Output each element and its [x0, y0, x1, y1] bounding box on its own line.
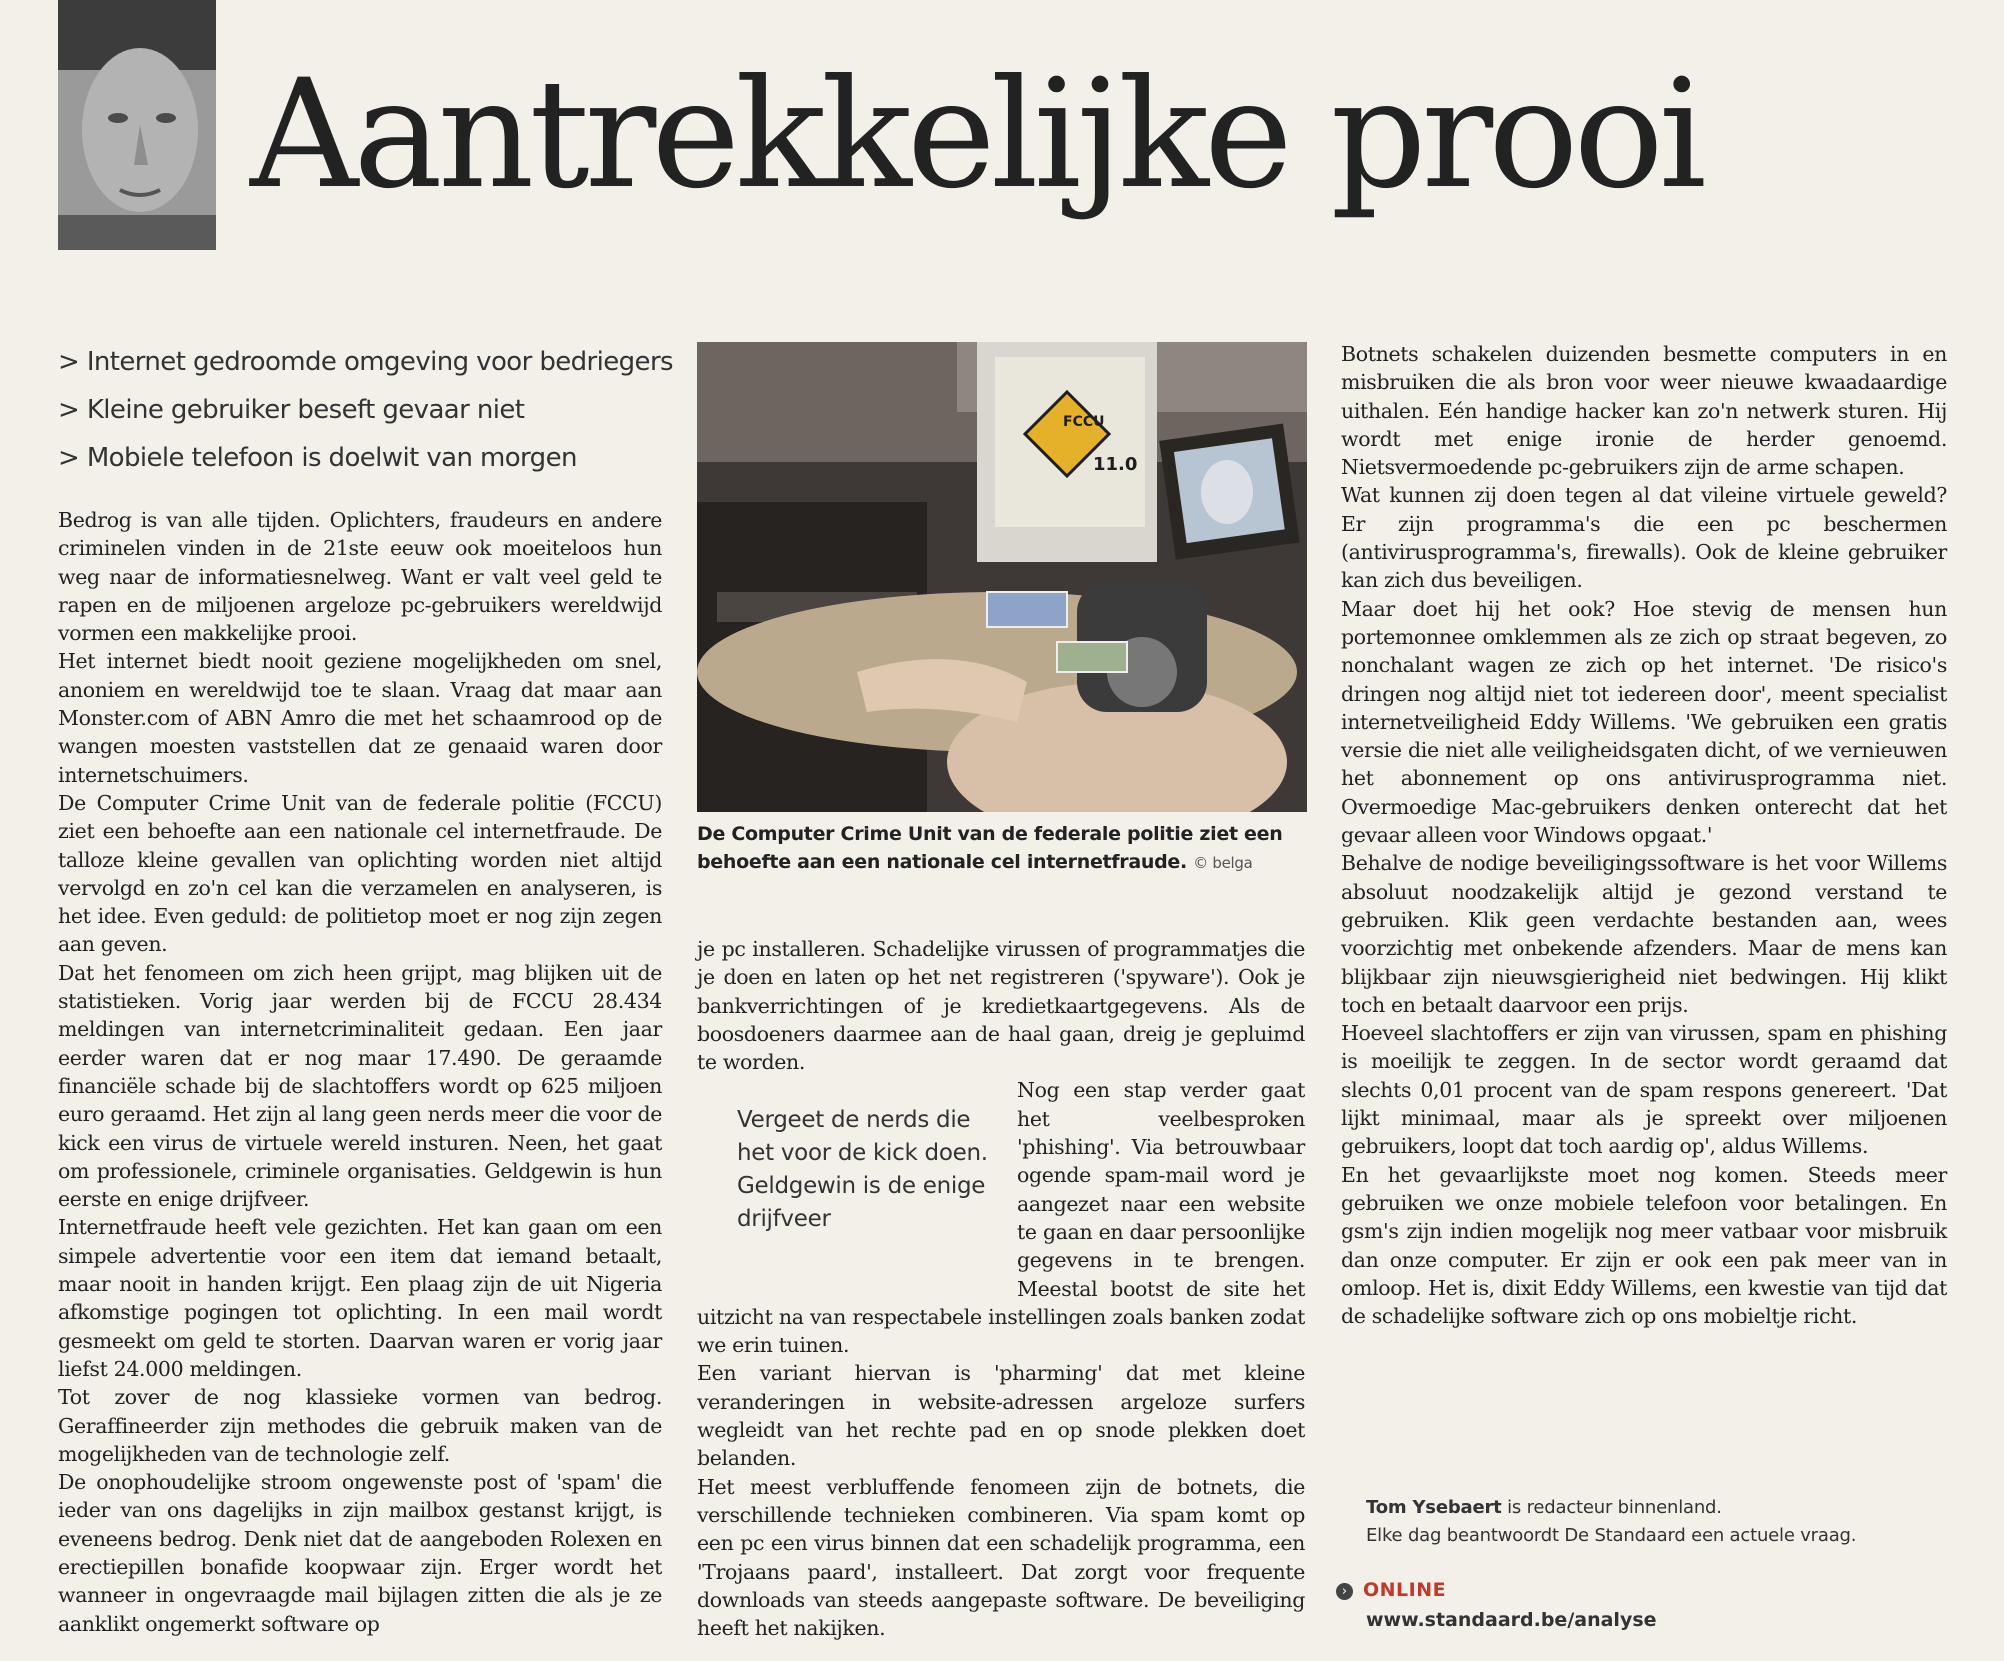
paragraph: Bedrog is van alle tijden. Oplichters, fraudeurs en andere criminelen vinden in de 21ste eeuw ook moeiteloos hun weg naar de informatiesnelweg. Want er valt veel geld te rapen en de miljoenen argeloze pc-gebruikers wereldwijd vormen een makkelijke prooi. [58, 508, 662, 646]
paragraph: Het meest verbluffende fenomeen zijn de botnets, die verschillende technieken combineren. Via spam komt op een pc een virus binnen dat een schadelijk programma, een 'Trojaans paard', installeert. Dat zorgt voor frequente downloads van steeds aangepaste software. De beveiliging heeft het nakijken. [697, 1474, 1305, 1641]
paragraph: Nog een stap verder gaat het veelbesproken 'phishing'. Via betrouwbaar ogende spam-mail word je aangezet naar een website te gaan en daar persoonlijke gegevens in te brengen. Meestal bootst de site het uitzicht na van respectabele instellingen zoals banken zodat we erin tuinen. [697, 1078, 1305, 1358]
article-column-2 [697, 935, 1305, 1642]
paragraph: Een variant hiervan is 'pharming' dat met kleine veranderingen in website-adressen argeloze surfers wegleidt van het rechte pad en op snode plekken doet belanden. [697, 1361, 1305, 1471]
paragraph: De Computer Crime Unit van de federale politie (FCCU) ziet een behoefte aan een nationale cel internetfraude. De talloze kleine gevallen van oplichting worden niet altijd vervolgd en zo'n cel kan die verzamelen en analyseren, is het idee. Even geduld: de politietop moet er nog zijn zegen aan geven. [58, 790, 662, 957]
pullquote: Vergeet de nerds die het voor de kick doen. Geldgewin is de enige drijfveer [737, 1107, 988, 1233]
summary-bullet: > Mobiele telefoon is doelwit van morgen [58, 443, 577, 473]
paragraph: Internetfraude heeft vele gezichten. Het kan gaan om een simpele advertentie voor een item dat iemand betaalt, maar nooit in handen krijgt. Een plaag zijn de uit Nigeria afkomstige pogingen tot oplichting. In een mail wordt gesmeekt om geld te storten. Daarvan waren er vorig jaar liefst 24.000 meldingen. [58, 1215, 662, 1381]
arrow-circle-icon: › [1336, 1583, 1353, 1600]
paragraph: En het gevaarlijkste moet nog komen. Steeds meer gebruiken we onze mobiele telefoon voor betalingen. En gsm's zijn indien mogelijk nog meer vatbaar voor misbruik dan onze computer. Er zijn er ook een pak meer van in omloop. Het is, dixit Eddy Willems, een kwestie van tijd dat de schadelijke software zich op ons mobieltje richt. [1341, 1162, 1947, 1329]
author-box [1366, 1494, 1966, 1550]
paragraph: Tot zover de nog klassieke vormen van bedrog. Geraffineerder zijn methodes die gebruik maken van de mogelijkheden van de technologie zelf. [58, 1385, 662, 1466]
headline: Aantrekkelijke prooi [250, 48, 1702, 222]
author-name: Tom Ysebaert [1366, 1497, 1502, 1518]
photo-credit: © belga [1193, 854, 1253, 872]
caption-text: De Computer Crime Unit van de federale politie ziet een behoefte aan een nationale cel internetfraude. [697, 823, 1283, 873]
author-portrait [58, 0, 216, 250]
paragraph: De onophoudelijke stroom ongewenste post of 'spam' die ieder van ons dagelijks in zijn mailbox gestanst krijgt, is eveneens bedrog. Denk niet dat de aangeboden Rolexen en erectiepillen bonafide koopwaar zijn. Erger wordt het wanneer in ongevraagde mail bijlagen zitten die als je ze aanklikt ongemerkt software op [58, 1470, 662, 1636]
online-box [1336, 1575, 1657, 1635]
pullquote-box [697, 1076, 1017, 1276]
paragraph: Hoeveel slachtoffers er zijn van virussen, spam en phishing is moeilijk te zeggen. In de sector wordt geraamd dat slechts 0,01 procent van de spam respons genereert. 'Dat lijkt minimaal, maar als je spreekt over miljoenen gebruikers, loopt dat toch aardig op', aldus Willems. [1341, 1021, 1947, 1159]
online-link[interactable]: www.standaard.be/analyse [1366, 1609, 1657, 1631]
author-tagline: Elke dag beantwoordt De Standaard een actuele vraag. [1366, 1525, 1857, 1546]
article-photo [697, 342, 1307, 812]
paragraph: Wat kunnen zij doen tegen al dat vileine virtuele geweld? Er zijn programma's die een pc beschermen (antivirusprogramma's, firewalls). Ook de kleine gebruiker kan zich dus beveiligen. [1341, 483, 1947, 593]
paragraph: Maar doet hij het ook? Hoe stevig de mensen hun portemonnee omklemmen als ze zich op straat begeven, zo nonchalant wagen ze zich op het internet. 'De risico's dringen nog altijd niet tot iedereen door', meent specialist internetveiligheid Eddy Willems. 'We gebruiken een gratis versie die niet alle veiligheidsgaten dicht, of we vernieuwen het abonnement op ons antivirusprogramma niet. Overmoedige Mac-gebruikers denken onterecht dat het gevaar alleen voor Windows opgaat.' [1341, 596, 1947, 848]
author-line [1366, 1494, 1966, 1522]
photo-caption [697, 820, 1317, 877]
paragraph: je pc installeren. Schadelijke virussen of programmatjes die je doen en laten op het net registreren ('spyware'). Ook je bankverrichtingen of je kredietkaartgegevens. Als de boosdoeners daarmee aan de haal gaan, dreig je gepluimd te worden. [697, 937, 1305, 1075]
summary-bullets [58, 338, 678, 482]
article-column-1 [58, 506, 662, 1638]
article-column-3 [1341, 340, 1947, 1330]
online-label: ONLINE [1363, 1579, 1447, 1601]
paragraph: Het internet biedt nooit geziene mogelijkheden om snel, anoniem en wereldwijd toe te slaan. Vraag dat maar aan Monster.com of ABN Amro die met het schaamrood op de wangen moesten vaststellen dat ze genaaid waren door internetschuimers. [58, 649, 662, 787]
paragraph: Dat het fenomeen om zich heen grijpt, mag blijken uit de statistieken. Vorig jaar werden bij de FCCU 28.434 meldingen van internetcriminaliteit gedaan. Een jaar eerder waren dat er nog maar 17.490. De geraamde financiële schade bij de slachtoffers wordt op 625 miljoen euro geraamd. Het zijn al lang geen nerds meer die voor de kick een virus de virtuele wereld insturen. Neen, het gaat om professionele, criminele organisaties. Geldgewin is hun eerste en enige drijfveer. [58, 960, 662, 1212]
sign-number: 11.0 [1093, 454, 1138, 475]
fccu-sign-text: FCCU [1063, 414, 1105, 430]
paragraph: Behalve de nodige beveiligingssoftware is het voor Willems absoluut noodzakelijk altijd je gezond verstand te gebruiken. Klik geen verdachte bestanden aan, wees voorzichtig met onbekende afzenders. Maar de mens kan blijkbaar zijn nieuwsgierigheid niet bedwingen. Hij klikt toch en betaalt daarvoor een prijs. [1341, 851, 1947, 1017]
summary-bullet: > Internet gedroomde omgeving voor bedriegers [58, 347, 673, 377]
summary-bullet: > Kleine gebruiker beseft gevaar niet [58, 395, 525, 425]
author-role: is redacteur binnenland. [1501, 1497, 1722, 1518]
paragraph: Botnets schakelen duizenden besmette computers in en misbruiken die als bron voor weer nieuwe kwaadaardige uithalen. Eén handige hacker kan zo'n netwerk sturen. Hij wordt met enige ironie de herder genoemd. Nietsvermoedende pc-gebruikers zijn de arme schapen. [1341, 342, 1947, 480]
